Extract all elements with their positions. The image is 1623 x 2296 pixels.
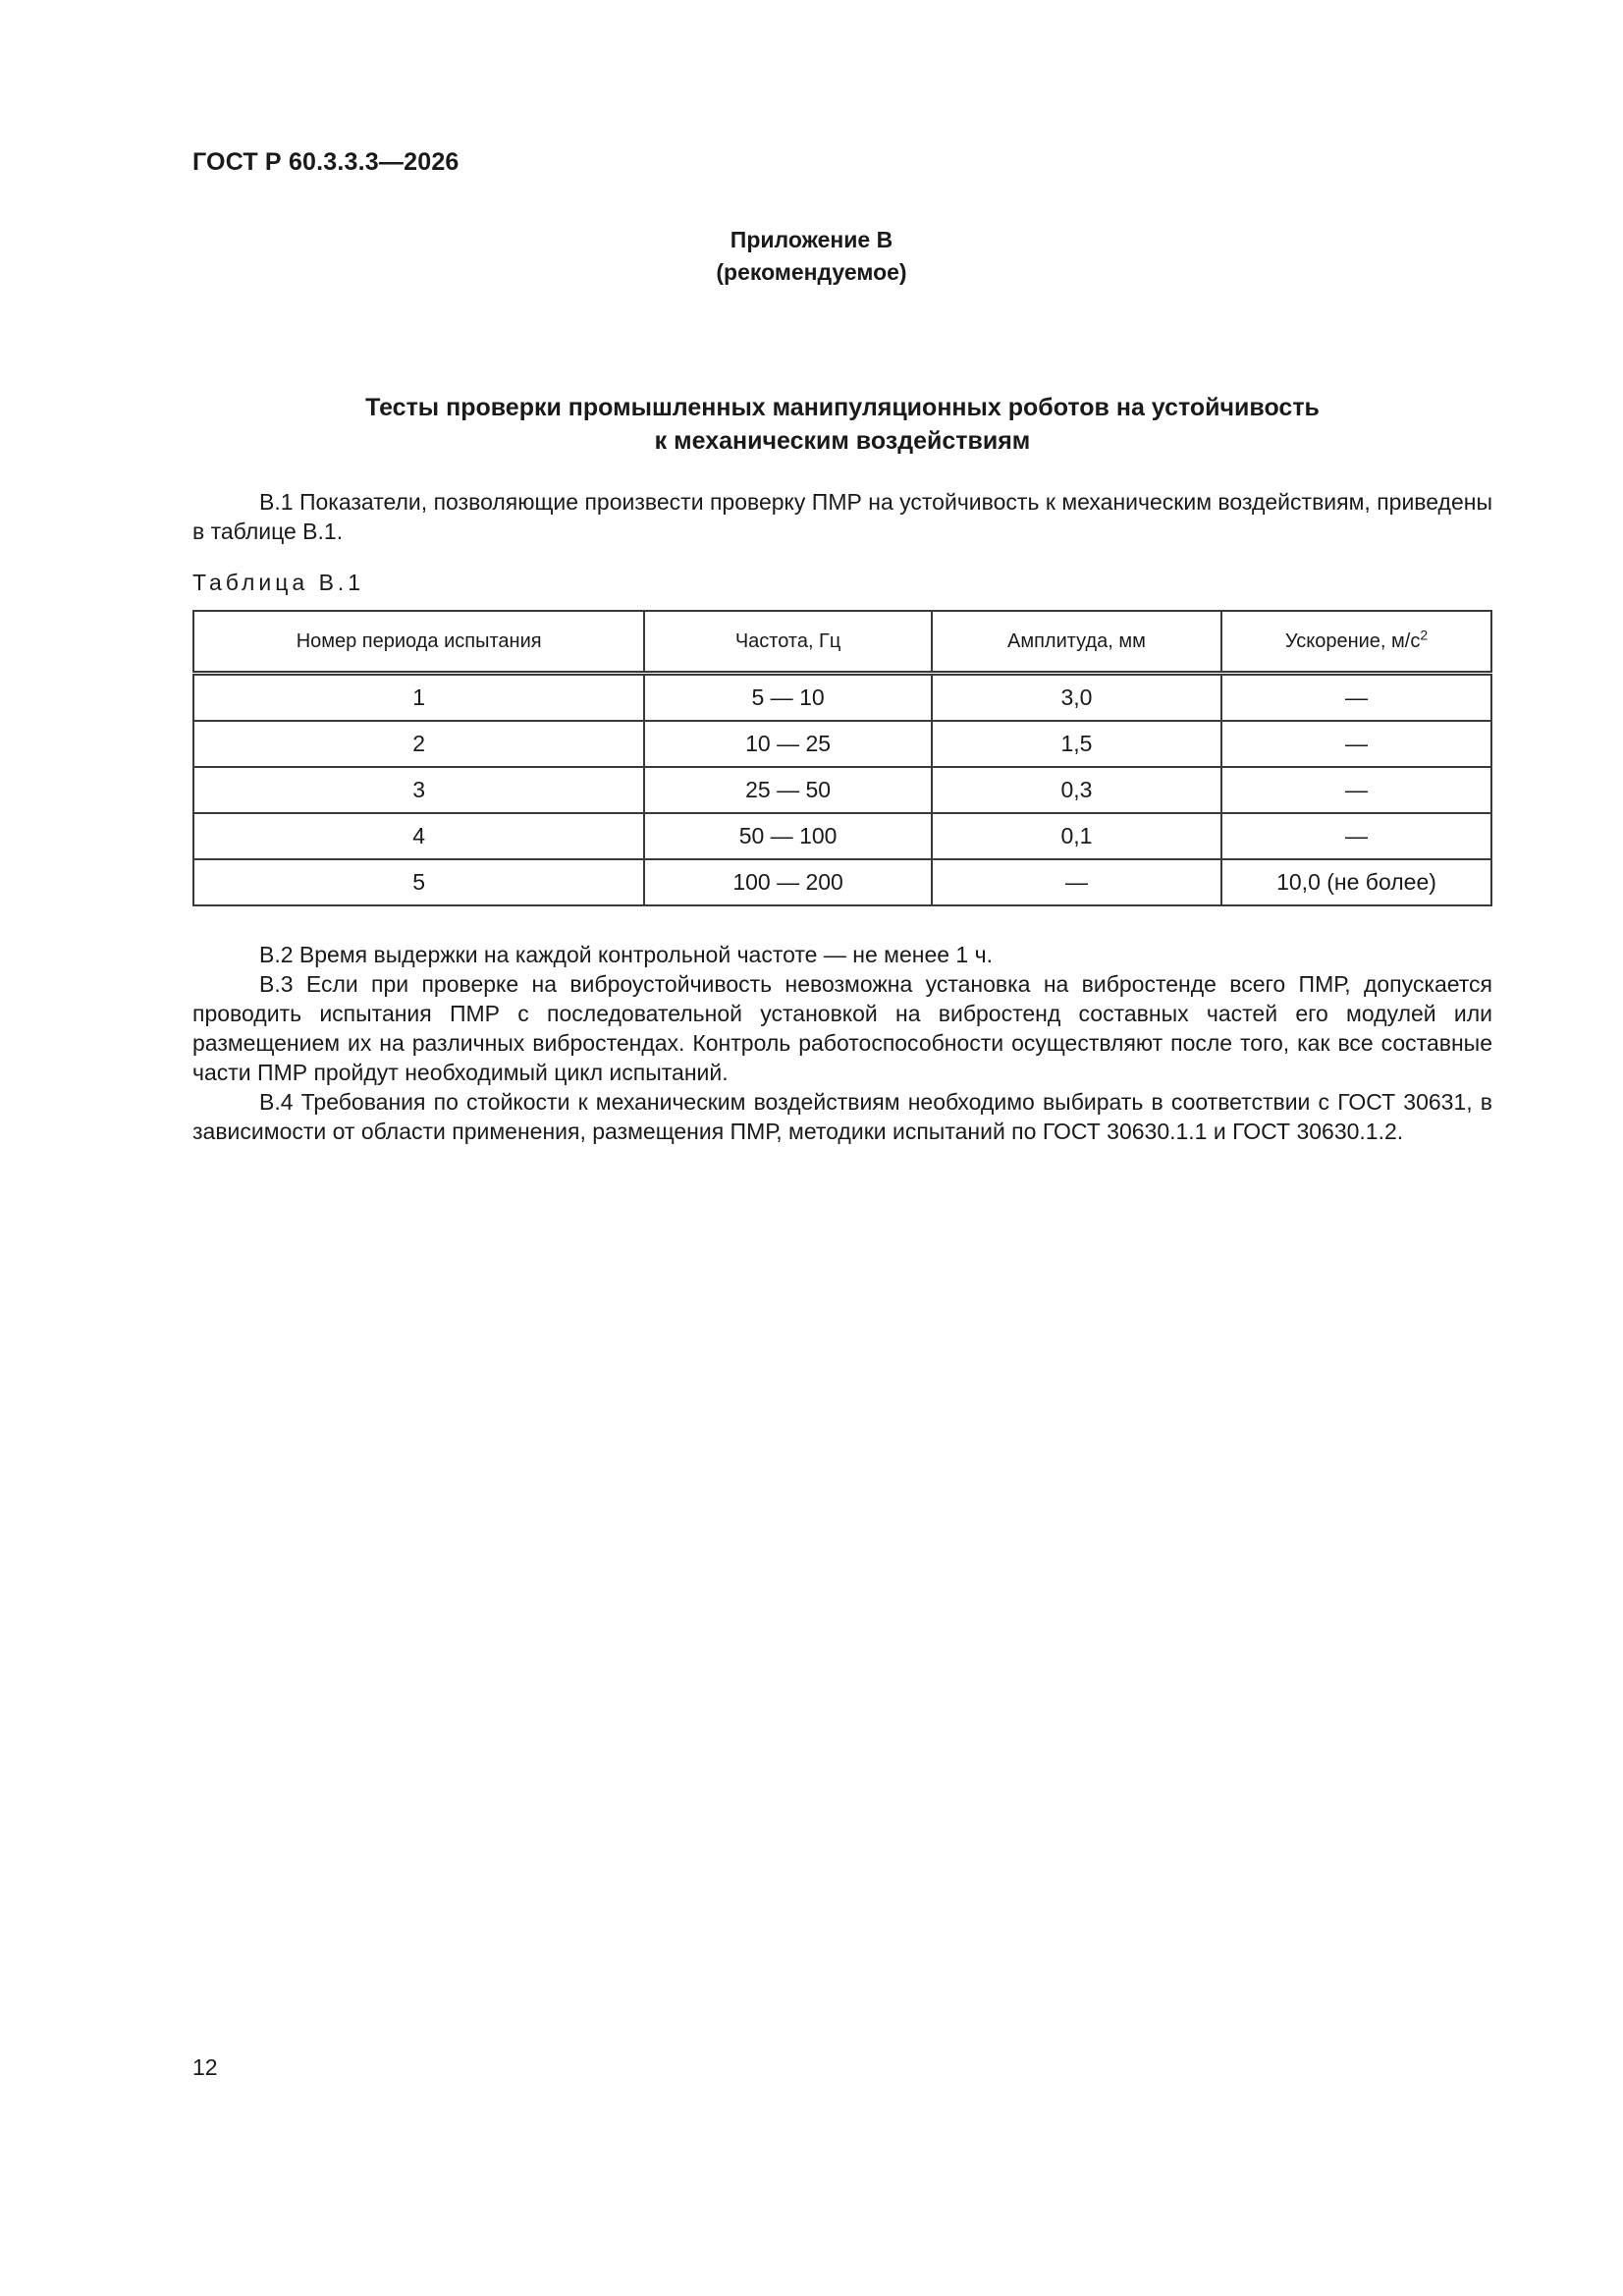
cell-frequency: 100 — 200 <box>644 859 932 905</box>
cell-acceleration: — <box>1221 813 1491 859</box>
header-acceleration-label: Ускорение, м/с <box>1284 629 1421 652</box>
cell-amplitude: 0,1 <box>932 813 1221 859</box>
cell-amplitude: 1,5 <box>932 721 1221 767</box>
table-caption: Таблица В.1 <box>192 570 365 595</box>
document-code: ГОСТ Р 60.3.3.3—2026 <box>192 148 460 176</box>
table-row <box>193 813 1491 859</box>
page-number: 12 <box>192 2054 218 2080</box>
cell-frequency: 10 — 25 <box>644 721 932 767</box>
header-acceleration-exponent: 2 <box>1420 626 1429 642</box>
cell-amplitude: 3,0 <box>932 674 1221 722</box>
header-acceleration <box>1221 611 1491 674</box>
cell-frequency: 5 — 10 <box>644 674 932 722</box>
paragraph-b1: В.1 Показатели, позволяющие произвести проверку ПМР на устойчивость к механическим воздействиям, приведены в таблице В.1. <box>192 489 1492 544</box>
section-title-line-1: Тесты проверки промышленных манипуляционных роботов на устойчивость <box>365 394 1320 421</box>
cell-period: 3 <box>193 767 644 813</box>
cell-frequency: 25 — 50 <box>644 767 932 813</box>
cell-period: 1 <box>193 674 644 722</box>
annex-heading <box>0 224 1623 289</box>
table-row <box>193 674 1491 722</box>
cell-amplitude: 0,3 <box>932 767 1221 813</box>
cell-acceleration: 10,0 (не более) <box>1221 859 1491 905</box>
cell-acceleration: — <box>1221 767 1491 813</box>
header-frequency: Частота, Гц <box>644 611 932 674</box>
cell-acceleration: — <box>1221 674 1491 722</box>
header-amplitude: Амплитуда, мм <box>932 611 1221 674</box>
paragraph-b2: В.2 Время выдержки на каждой контрольной частоте — не менее 1 ч. <box>259 942 993 967</box>
table-header-row <box>193 611 1491 674</box>
cell-amplitude: — <box>932 859 1221 905</box>
header-period: Номер периода испытания <box>193 611 644 674</box>
cell-period: 5 <box>193 859 644 905</box>
cell-period: 4 <box>193 813 644 859</box>
section-title <box>192 391 1492 458</box>
table-row <box>193 859 1491 905</box>
cell-period: 2 <box>193 721 644 767</box>
paragraph-b4: В.4 Требования по стойкости к механическим воздействиям необходимо выбирать в соответствии с ГОСТ 30631, в зависимости от области применения, размещения ПМР, методики испытаний по ГОСТ 30630.1.1 и ГОСТ 30630.1.2. <box>192 1089 1492 1144</box>
table-row <box>193 721 1491 767</box>
vibration-table <box>192 610 1492 906</box>
paragraph-b3: В.3 Если при проверке на виброустойчивость невозможна установка на вибростенде всего ПМР, допускается проводить испытания ПМР с последовательной установкой на вибростенд составных частей его модулей или размещением их на различных вибростендах. Контроль работоспособности осуществляют после того, как все составные части ПМР пройдут необходимый цикл испытаний. <box>192 971 1492 1085</box>
cell-frequency: 50 — 100 <box>644 813 932 859</box>
annex-status: (рекомендуемое) <box>716 259 907 285</box>
annex-title: Приложение В <box>730 227 893 252</box>
table-row <box>193 767 1491 813</box>
section-title-line-2: к механическим воздействиям <box>654 427 1031 455</box>
cell-acceleration: — <box>1221 721 1491 767</box>
